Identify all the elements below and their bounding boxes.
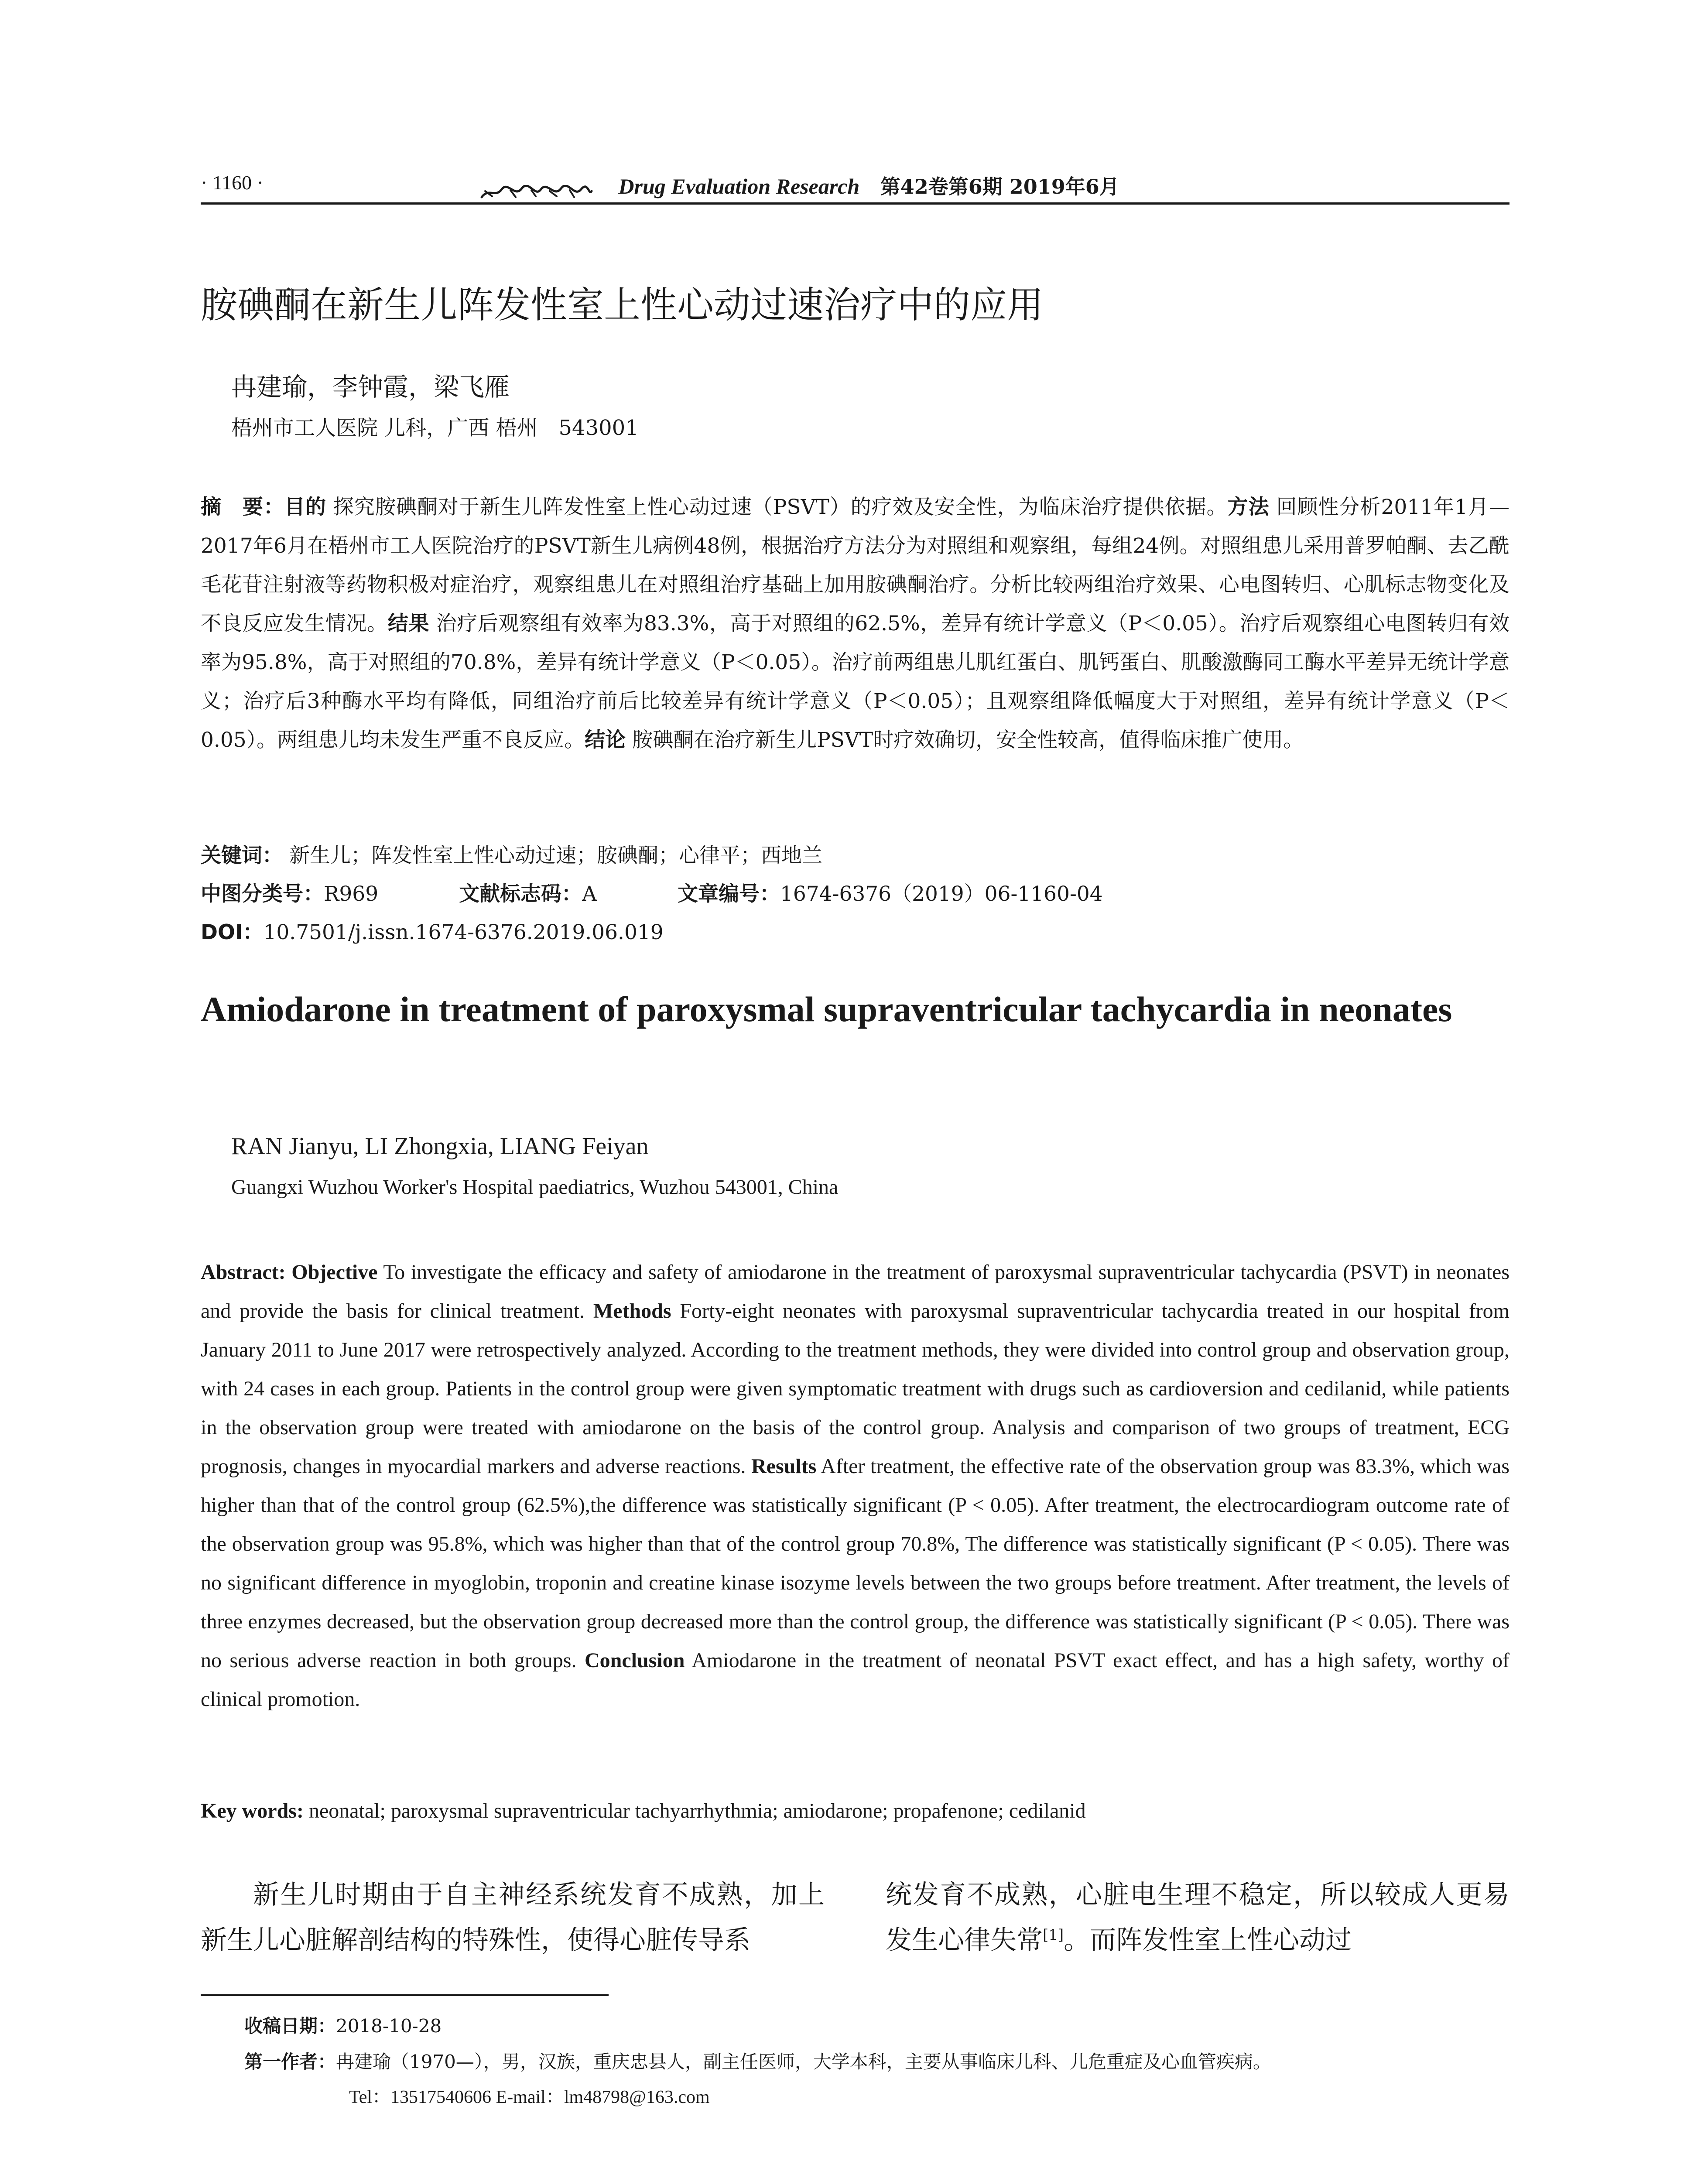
results-zh: 治疗后观察组有效率为83.3%，高于对照组的62.5%，差异有统计学意义（P＜0.05）。治疗后观察组心电图转归有效率为95.8%，高于对照组的70.8%，差异有统计学意义（P＜0.05）。治疗前两组患儿肌红蛋白、肌钙蛋白、肌酸激酶同工酶水平差异无统计学意义；治疗后3种酶水平均有降低，同组治疗前后比较差异有统计学意义（P＜0.05）；且观察组降低幅度大于对照组，差异有统计学意义（P＜0.05）。两组患儿均未发生严重不良反应。 [201,612,1509,752]
results-en: After treatment, the effective rate of the observation group was 83.3%, which was higher than that of the control group (62.5%),the difference was statistically significant (P < 0.05). After treatment, the electrocardiogram outcome rate of the observation group was 95.8%, which was higher than that of the control group 70.8%, The difference was statistically significant (P < 0.05). There was no significant difference in myoglobin, troponin and creatine kinase isozyme levels between the two groups before treatment. After treatment, the levels of three enzymes decreased, but the observation group decreased more than the control group, the difference was statistically significant (P < 0.05). There was no serious adverse reaction in both groups. [201,1455,1510,1672]
results-en-label: Results [751,1455,817,1478]
body-column-right [886,1872,1509,1963]
objective-en: To investigate the efficacy and safety of amiodarone in the treatment of paroxysmal supraventricular tachycardia (PSVT) in neonates and provide the basis for clinical treatment. [201,1261,1510,1323]
doi-value: 10.7501/j.issn.1674-6376.2019.06.019 [263,920,664,944]
journal-issue: 第42卷第6期 2019年6月 [880,175,1119,198]
conclusion-zh-label: 结论 [585,728,626,752]
page-number: · 1160 · [201,171,264,194]
running-header [201,171,1509,202]
article-number-value: 1674-6376（2019）06-1160-04 [780,882,1103,906]
received-label: 收稿日期： [244,2015,336,2037]
abstract-zh [201,488,1509,759]
conclusion-zh: 胺碘酮在治疗新生儿PSVT时疗效确切，安全性较高，值得临床推广使用。 [632,728,1304,752]
objective-zh-label: 目的 [284,495,326,519]
body-right-text-cont: 。而阵发性室上性心动过 [1064,1925,1352,1955]
keywords-en-label: Key words: [201,1799,304,1822]
methods-en-label: Methods [593,1299,671,1323]
keywords-zh-text: 新生儿；阵发性室上性心动过速；胺碘酮；心律平；西地兰 [289,844,822,868]
received-date: 2018-10-28 [336,2015,442,2037]
body-right-text: 统发育不成熟，心脏电生理不稳定，所以较成人更易发生心律失常 [886,1880,1509,1955]
doc-code-label: 文献标志码： [459,882,582,906]
title-zh: 胺碘酮在新生儿阵发性室上性心动过速治疗中的应用 [201,284,1044,326]
keywords-en [201,1799,1086,1823]
footnote-received [244,2012,442,2038]
doc-code-value: A [582,882,597,906]
methods-en: Forty-eight neonates with paroxysmal supraventricular tachycardia treated in our hospital from January 2011 to June 2017 were retrospectively analyzed. According to the treatment methods, they were divided into control group and observation group, with 24 cases in each group. Patients in the control group were given symptomatic treatment with drugs such as cardioversion and cedilanid, while patients in the observation group were treated with amiodarone on the basis of the control group. Analysis and comparison of two groups of treatment, ECG prognosis, changes in myocardial markers and adverse reactions. [201,1299,1509,1478]
methods-zh: 回顾性分析2011年1月—2017年6月在梧州市工人医院治疗的PSVT新生儿病例48例，根据治疗方法分为对照组和观察组，每组24例。对照组患儿采用普罗帕酮、去乙酰毛花苷注射液等药物积极对症治疗，观察组患儿在对照组治疗基础上加用胺碘酮治疗。分析比较两组治疗效果、心电图转归、心肌标志物变化及不良反应发生情况。 [201,495,1510,636]
clc-label: 中图分类号： [201,882,324,906]
authors-en: RAN Jianyu, LI Zhongxia, LIANG Feiyan [231,1133,649,1160]
keywords-en-text: neonatal; paroxysmal supraventricular tachyarrhythmia; amiodarone; propafenone; cedilanid [308,1799,1086,1822]
keywords-zh [201,839,822,868]
clc-value: R969 [324,882,379,906]
results-zh-label: 结果 [387,612,430,636]
body-column-left: 新生儿时期由于自主神经系统发育不成熟，加上新生儿心脏解剖结构的特殊性，使得心脏传导系 [201,1880,825,1955]
classification-line [201,878,1103,907]
journal-line [480,171,1119,200]
objective-zh: 探究胺碘酮对于新生儿阵发性室上性心动过速（PSVT）的疗效及安全性，为临床治疗提供依据。 [333,495,1228,519]
abstract-en-label: Abstract: [201,1261,286,1284]
keywords-zh-label: 关键词： [201,844,283,868]
conclusion-en-label: Conclusion [585,1649,685,1672]
first-author-label: 第一作者： [244,2051,336,2072]
reference-1[interactable]: [1] [1043,1926,1064,1944]
footnote-contact: Tel：13517540606 E-mail：lm48798@163.com [349,2087,710,2107]
conclusion-en: Amiodarone in the treatment of neonatal PSVT exact effect, and has a high safety, worthy of clinical promotion. [201,1649,1510,1711]
doi-line [201,916,664,945]
journal-name-en: Drug Evaluation Research [618,174,860,198]
first-author-info: 冉建瑜（1970—），男，汉族，重庆忠县人，副主任医师，大学本科，主要从事临床儿科、儿危重症及心血管疾病。 [336,2051,1271,2072]
header-rule [201,202,1509,205]
article-number-label: 文章编号： [677,882,780,906]
objective-en-label: Objective [291,1261,378,1284]
authors-zh: 冉建瑜，李钟霞，梁飞雁 [231,372,510,402]
abstract-en [201,1253,1509,1719]
affiliation-en: Guangxi Wuzhou Worker's Hospital paediatrics, Wuzhou 543001, China [231,1176,839,1199]
abstract-zh-label: 摘 要： [201,495,284,519]
methods-zh-label: 方法 [1227,495,1270,519]
footnote-first-author [244,2048,1271,2074]
affiliation-zh: 梧州市工人医院 儿科，广西 梧州 543001 [231,416,639,440]
doi-label: DOI： [201,920,264,944]
journal-logo-icon [480,180,593,196]
footnote-rule [201,1994,609,1996]
title-en: Amiodarone in treatment of paroxysmal supraventricular tachycardia in neonates [201,989,1452,1029]
